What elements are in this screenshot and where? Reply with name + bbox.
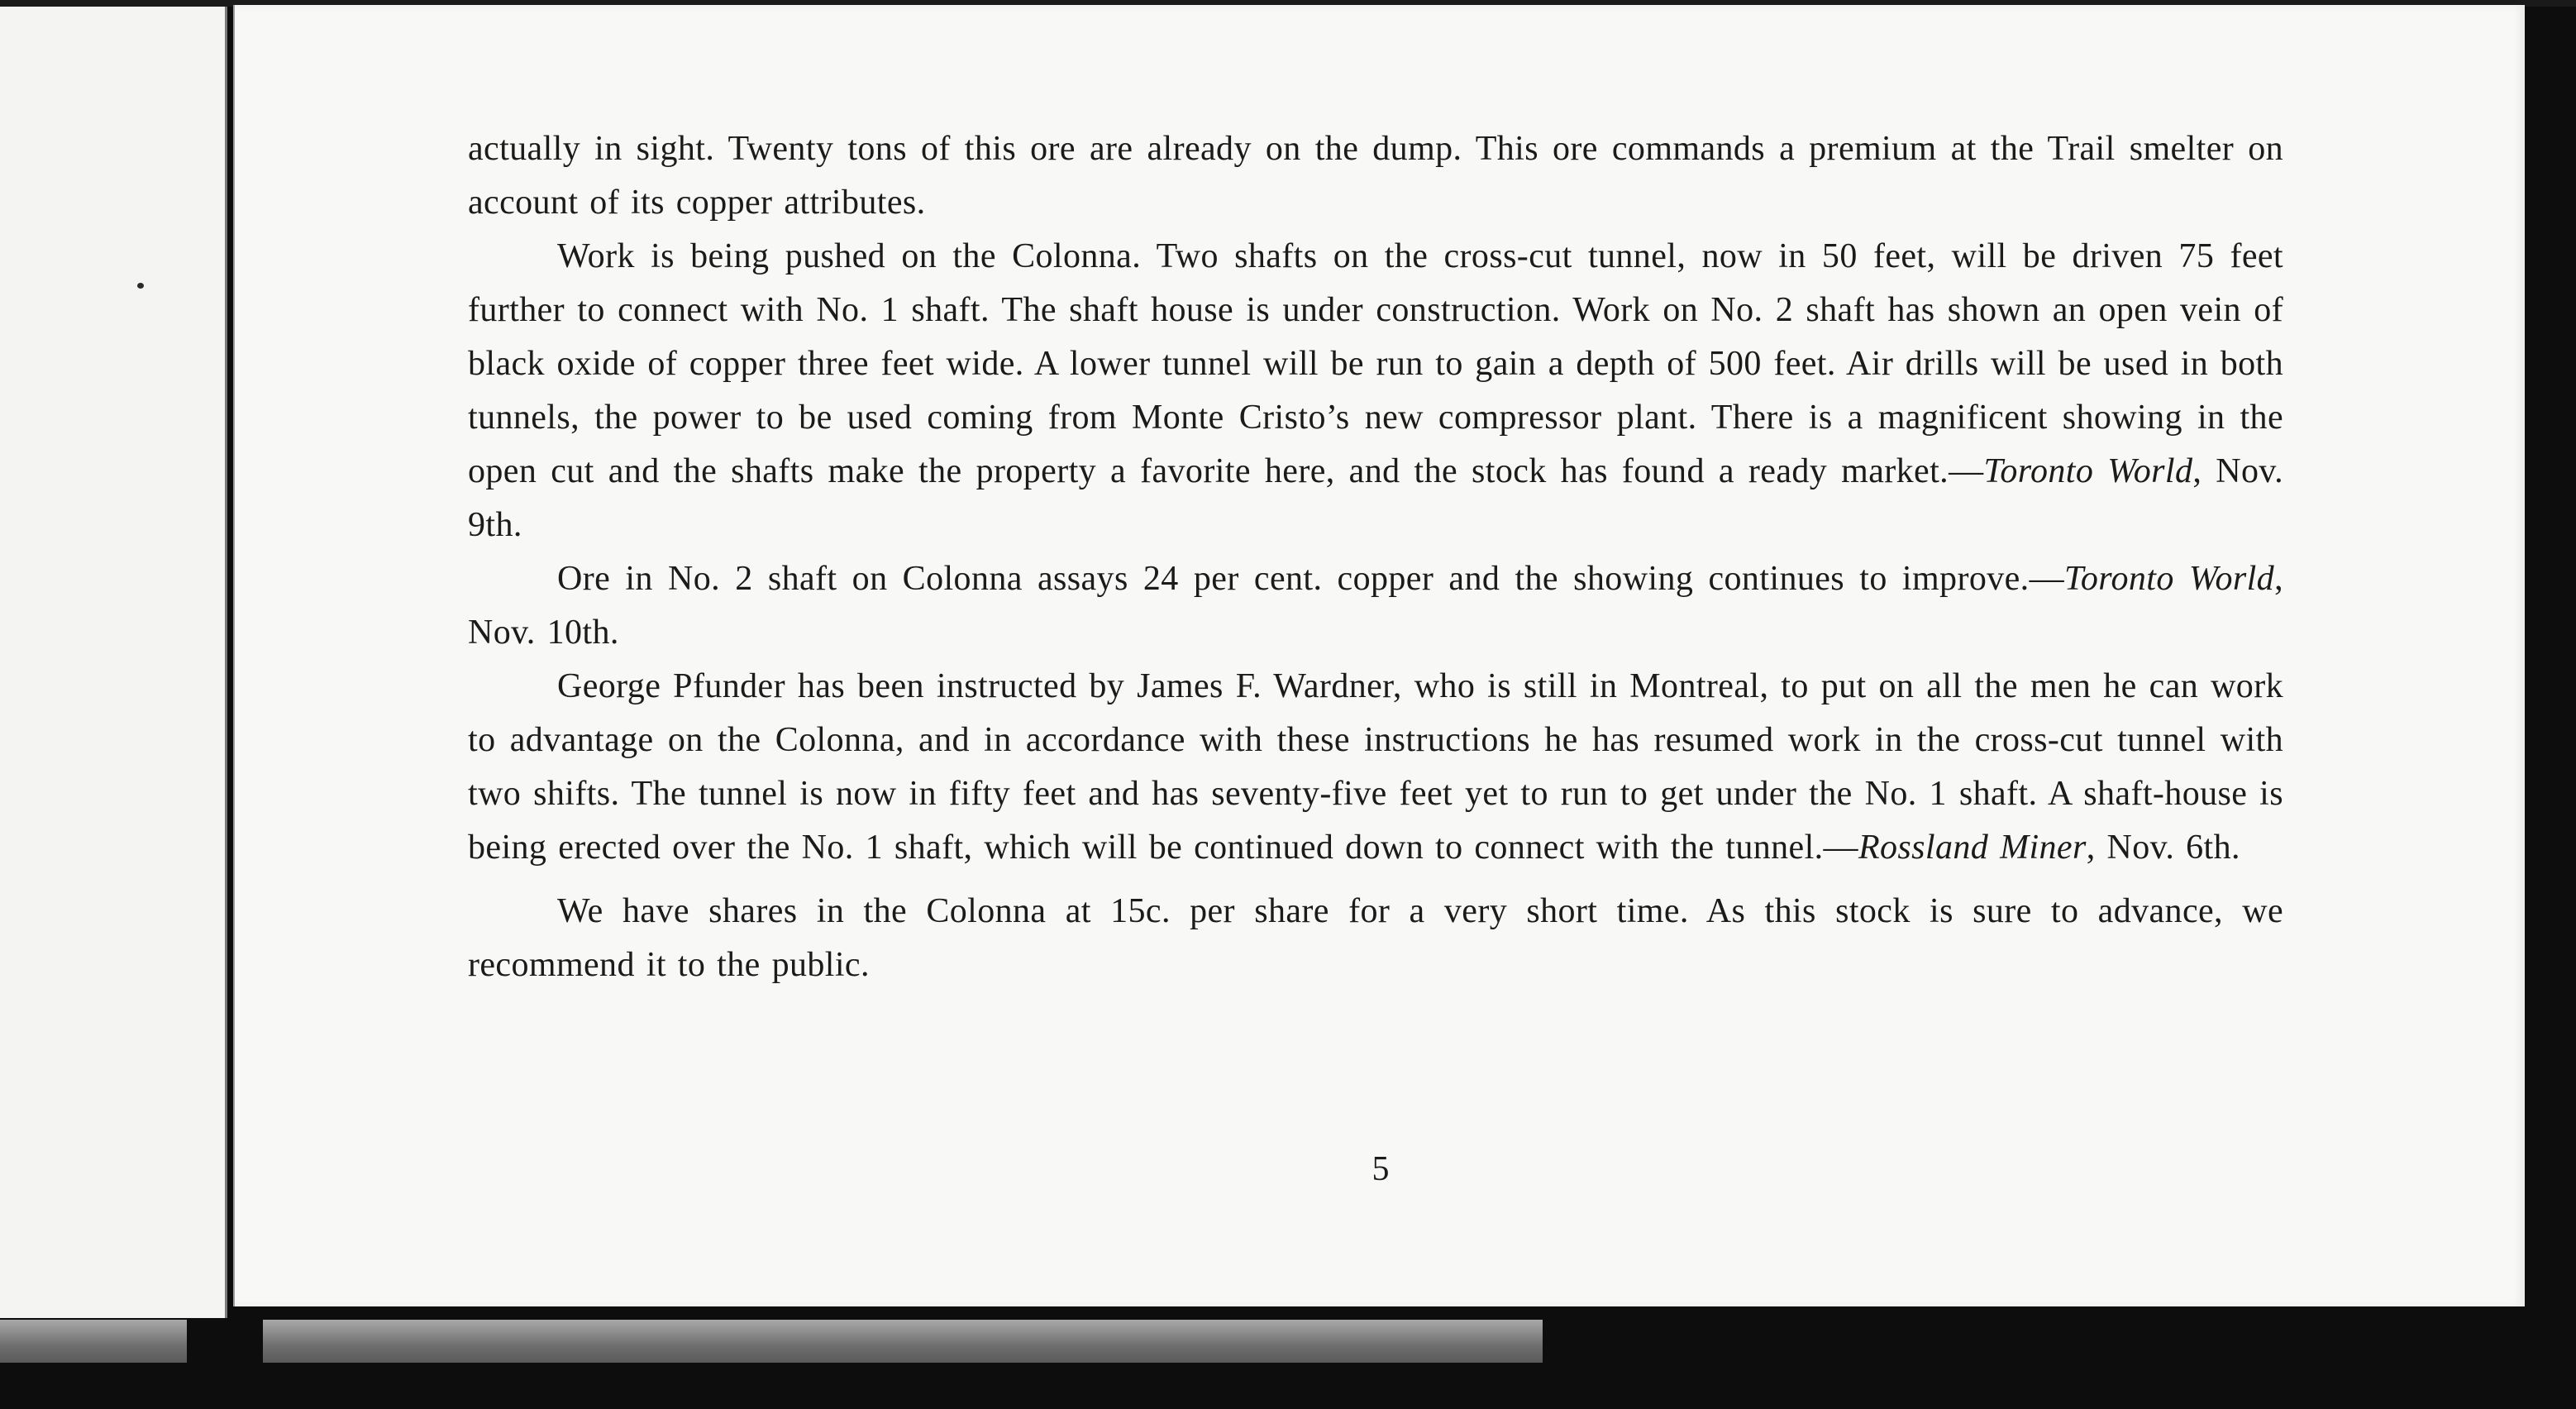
- text-segment: Work is being pushed on the Colonna. Two shafts on the cross-cut tunnel, now in 50 feet, will be driven 75 feet further to connect with No. 1 shaft. The shaft house is under construction. Work on No. 2 shaft has shown an open vein of black oxide of copper three feet wide. A lower tunnel will be run to gain a depth of 500 feet. Air drills will be used in both tunnels, the power to be used coming from Monte Cristo’s new compressor plant. There is a magnificent showing in the open cut and the shafts make the property a favorite here, and the stock has found a ready market.—: [468, 237, 2283, 490]
- ink-speck: [137, 283, 144, 289]
- text-segment: Ore in No. 2 shaft on Colonna assays 24 per cent. copper and the showing continues to improve.—: [557, 560, 2064, 598]
- text-segment: George Pfunder has been instructed by James F. Wardner, who is still in Montreal, to put on all the men he can work to advantage on the Colonna, and in accordance with these instructions he has resumed work in the cross-cut tunnel with two shifts. The tunnel is now in fifty feet and has seventy-five feet yet to run to get under the No. 1 shaft. A shaft-house is being erected over the No. 1 shaft, which will be continued down to connect with the tunnel.—: [468, 667, 2283, 867]
- text-segment: actually in sight. Twenty tons of this ore are already on the dump. This ore commands a premium at the Trail smelter on account of its copper attributes.: [468, 130, 2283, 222]
- paragraph: [468, 552, 2283, 660]
- paragraph: [468, 885, 2283, 992]
- text-segment: , Nov. 10th.: [468, 560, 2283, 652]
- body-text: [468, 122, 2283, 992]
- book-edge-strip: [0, 1320, 187, 1363]
- paragraph: [468, 230, 2283, 552]
- book-edge-strip: [263, 1320, 1543, 1363]
- page-number: 5: [1371, 1150, 1390, 1188]
- text-segment: , Nov. 9th.: [468, 452, 2283, 544]
- source-citation: Toronto World: [2063, 560, 2275, 598]
- paragraph: [468, 660, 2283, 875]
- source-citation: Toronto World: [1983, 452, 2193, 490]
- text-segment: We have shares in the Colonna at 15c. per share for a very short time. As this stock is sure to advance, we recommend it to the public.: [468, 892, 2283, 984]
- paragraph: [468, 122, 2283, 230]
- text-segment: , Nov. 6th.: [2086, 829, 2240, 867]
- facing-page-margin: [0, 7, 227, 1318]
- source-citation: Rossland Miner: [1858, 829, 2087, 867]
